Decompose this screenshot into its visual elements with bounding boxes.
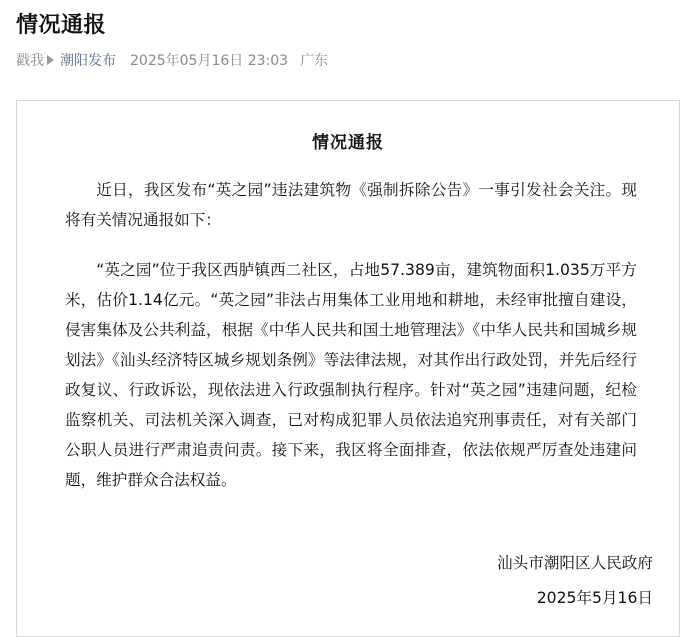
- publish-time: 2025年05月16日 23:03: [130, 53, 289, 69]
- play-icon: [47, 55, 54, 65]
- notice-title: 情况通报: [312, 133, 384, 153]
- notice-image: [16, 100, 680, 637]
- source-link[interactable]: 戳我: [16, 53, 44, 69]
- account-name[interactable]: 潮阳发布: [60, 53, 116, 69]
- publish-location: 广东: [300, 53, 329, 69]
- article-meta: [16, 50, 328, 70]
- notice-paragraph: 近日，我区发布“英之园”违法建筑物《强制拆除公告》一事引发社会关注。现将有关情况通报如下：: [65, 181, 637, 229]
- notice-signature: 汕头市潮阳区人民政府: [497, 554, 653, 572]
- notice-date: 2025年5月16日: [536, 589, 653, 607]
- page-title: 情况通报: [16, 13, 107, 38]
- notice-paragraph: “英之园”位于我区西胪镇西二社区，占地57.389亩，建筑物面积1.035万平方米，估价1.14亿元。“英之园”非法占用集体工业用地和耕地，未经审批擅自建设，侵害集体及公共利益，根据《中华人民共和国土地管理法》《中华人民共和国城乡规划法》《汕头经济特区城乡规划条例》等法律法规，对其作出行政处罚，并先后经行政复议、行政诉讼，现依法进入行政强制执行程序。针对“英之园”违建问题，纪检监察机关、司法机关深入调查，已对构成犯罪人员依法追究刑事责任，对有关部门公职人员进行严肃追责问责。接下来，我区将全面排查，依法依规严厉查处违建问题，维护群众合法权益。: [65, 261, 637, 489]
